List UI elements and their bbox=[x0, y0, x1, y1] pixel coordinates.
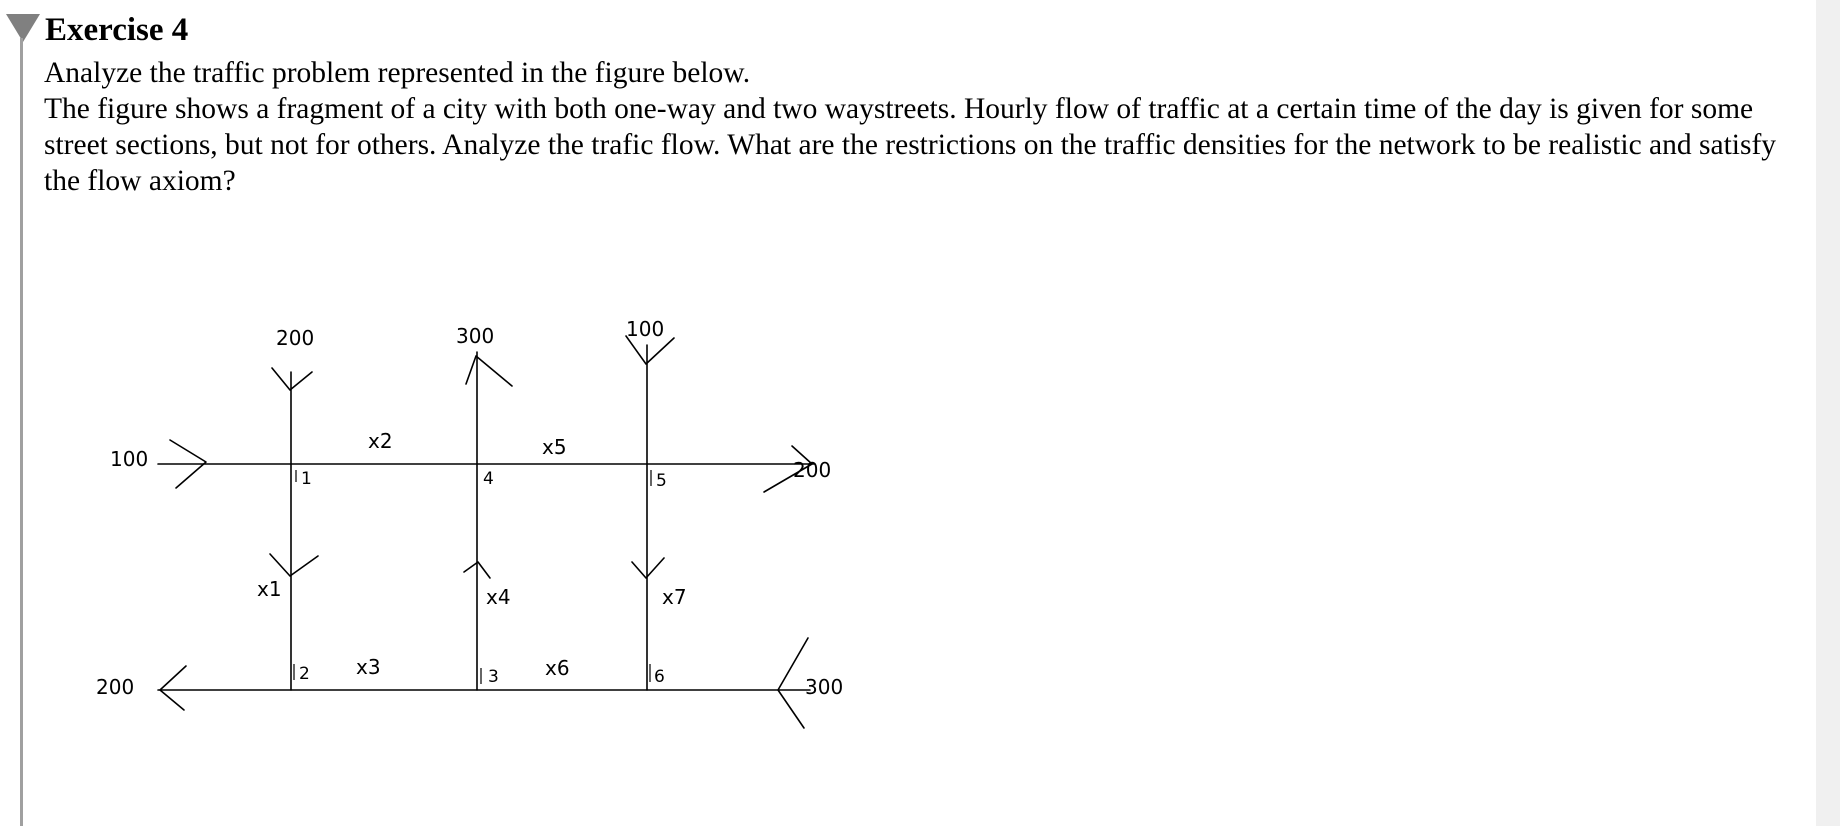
flow-top-right: 100 bbox=[626, 317, 665, 341]
edge-label-x3: x3 bbox=[356, 655, 381, 679]
edge-label-x7: x7 bbox=[662, 585, 687, 609]
arrow-out-left-bottom bbox=[160, 666, 186, 710]
flow-top-left: 200 bbox=[276, 326, 315, 350]
flow-left-bottom: 200 bbox=[96, 675, 135, 699]
flow-right-top: 200 bbox=[793, 458, 832, 482]
flow-left-top: 100 bbox=[110, 447, 149, 471]
flow-right-bottom: 300 bbox=[805, 675, 844, 699]
node-6: 6 bbox=[654, 667, 665, 687]
node-4: 4 bbox=[483, 469, 494, 489]
arrow-x7 bbox=[632, 558, 664, 578]
edge-label-x4: x4 bbox=[486, 585, 511, 609]
edge-label-x2: x2 bbox=[368, 429, 393, 453]
edge-label-x1: x1 bbox=[257, 577, 282, 601]
arrow-in-top-left bbox=[272, 368, 312, 390]
node-5: 5 bbox=[656, 471, 667, 491]
edge-label-x6: x6 bbox=[545, 656, 570, 680]
arrow-x1 bbox=[270, 554, 318, 576]
arrow-out-top-middle bbox=[466, 356, 512, 386]
exercise-paragraph-1: Analyze the traffic problem represented in the figure below. bbox=[44, 57, 751, 89]
exercise-paragraph-2: The figure shows a fragment of a city with both one-way and two waystreets. Hourly flow of traffic at a certain time of the day is given for some street sections, but not for others. Analyze the trafic flow. What are the restrictions on the traffic densities for the network to be realistic and satisfy the flow axiom? bbox=[44, 93, 1777, 197]
flow-top-middle: 300 bbox=[456, 324, 495, 348]
node-2: 2 bbox=[299, 664, 310, 684]
node-1: 1 bbox=[301, 469, 312, 489]
arrow-in-right-bottom bbox=[778, 638, 808, 728]
edge-label-x5: x5 bbox=[542, 435, 567, 459]
exercise-title: Exercise 4 bbox=[45, 12, 189, 48]
node-3: 3 bbox=[488, 667, 499, 687]
